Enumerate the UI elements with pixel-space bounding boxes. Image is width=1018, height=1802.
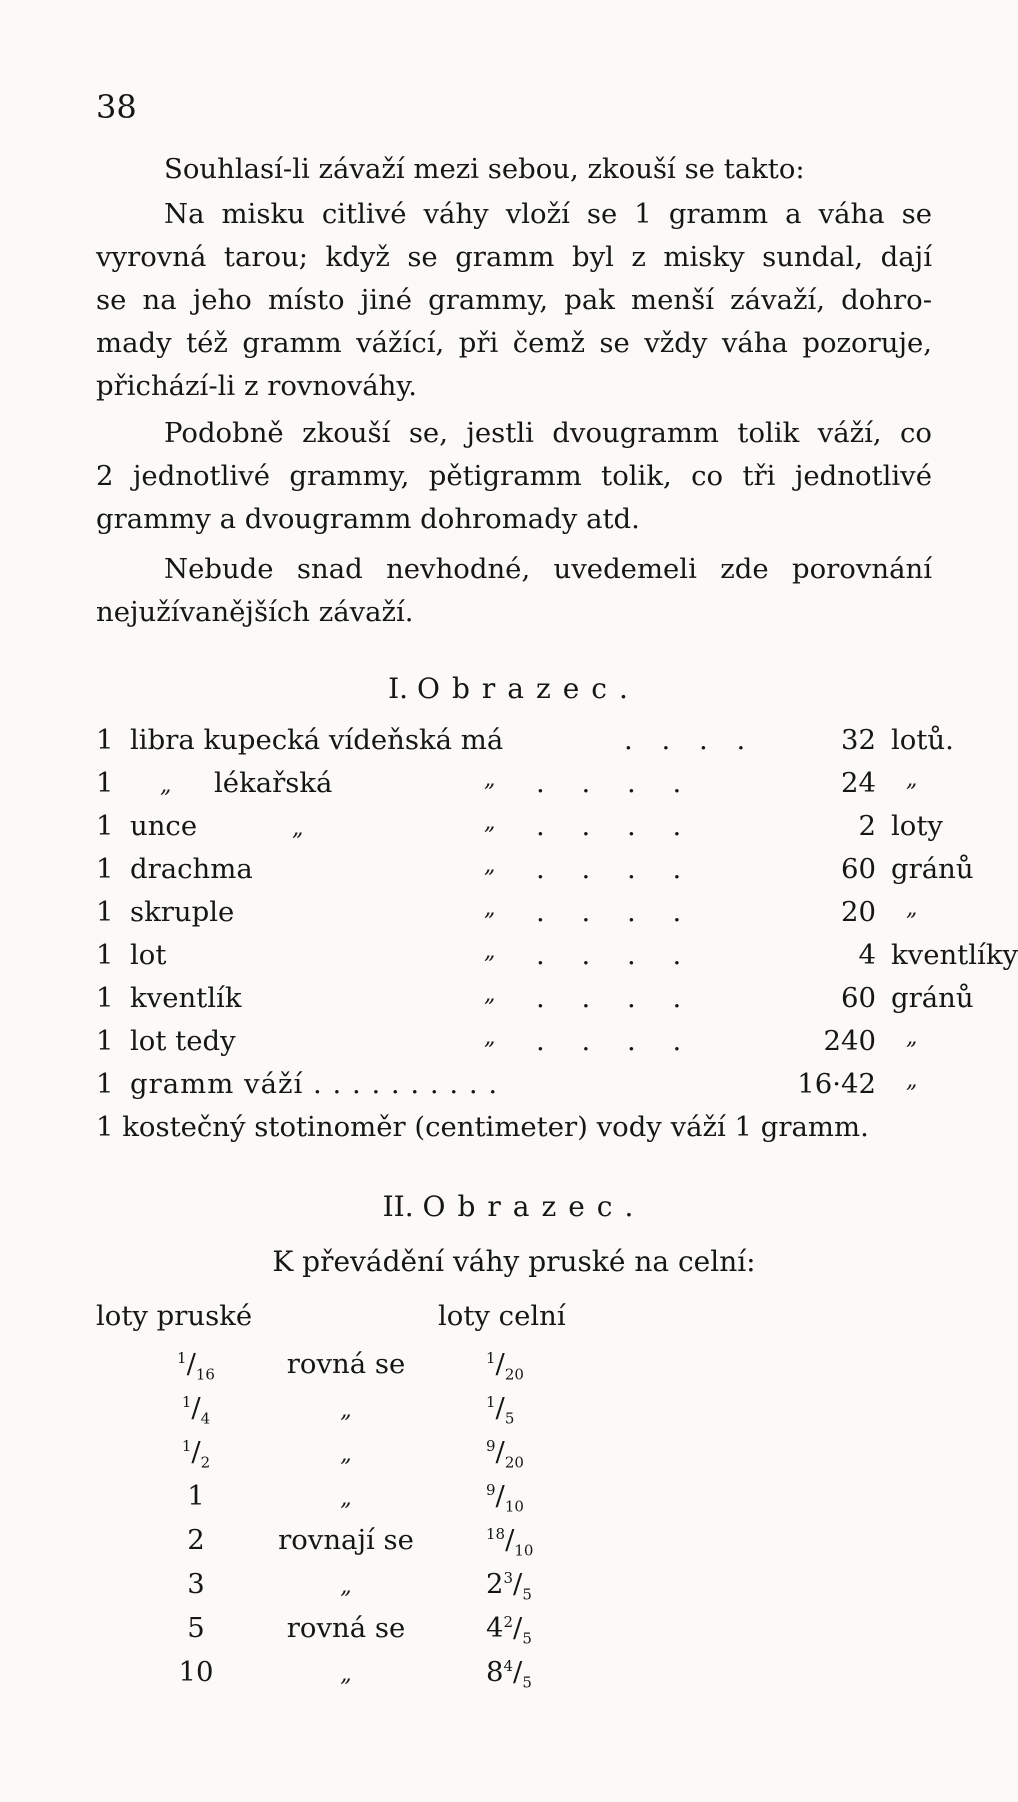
- relation: rovnají se: [278, 1524, 414, 1556]
- customs-value: $^9/_{20}$: [486, 1436, 524, 1472]
- customs-value: $^1/_5$: [486, 1392, 515, 1428]
- row-ditto: „: [160, 773, 172, 798]
- row-unit: „: [906, 896, 918, 921]
- paragraph-line: Na misku citlivé váhy vloží se 1 gramm a váha se: [164, 198, 932, 230]
- row-ditto: „: [292, 816, 304, 841]
- row-count: 1: [96, 939, 114, 971]
- column-header-customs: loty celní: [438, 1300, 566, 1332]
- row-count: 1: [96, 853, 114, 885]
- row-dots: . . . .: [536, 1025, 696, 1057]
- row-label: lékařská: [214, 767, 333, 799]
- row-label: drachma: [130, 853, 253, 885]
- paragraph-line: 2 jednotlivé grammy, pětigramm tolik, co tři jednotlivé: [96, 460, 932, 492]
- section-2-subtitle: K převádění váhy pruské na celní:: [272, 1245, 756, 1278]
- row-unit: lotů.: [891, 724, 954, 756]
- table-row: [96, 810, 946, 852]
- prussian-value: 5: [187, 1612, 205, 1644]
- footer-text: 1 kostečný stotinoměr (centimeter) vody váží 1 gramm.: [96, 1111, 869, 1143]
- section-2-number: II.: [382, 1190, 414, 1223]
- section-1-title: [96, 672, 932, 705]
- table-row: [96, 853, 974, 895]
- prussian-value: $^1/_{16}$: [177, 1348, 215, 1384]
- prussian-value: 1: [187, 1480, 205, 1512]
- paragraph-line: se na jeho místo jiné grammy, pak menší závaží, dohro-: [96, 284, 932, 316]
- row-ditto: „: [484, 896, 496, 921]
- row-ditto: „: [484, 853, 496, 878]
- row-count: 1: [96, 767, 114, 799]
- row-value: 32: [841, 724, 876, 756]
- row-dots: . . . .: [536, 939, 696, 971]
- section-1-footer: [96, 1111, 946, 1153]
- relation: rovná se: [286, 1612, 406, 1644]
- customs-value: $^9/_{10}$: [486, 1480, 524, 1516]
- row-count: 1: [96, 896, 114, 928]
- table-row: [96, 1612, 796, 1654]
- row-ditto: „: [484, 767, 496, 792]
- row-ditto: „: [484, 939, 496, 964]
- relation: rovná se: [286, 1348, 406, 1380]
- paragraph-line: Podobně zkouší se, jestli dvougramm tolik váží, co: [164, 417, 932, 449]
- row-count: 1: [96, 1025, 114, 1057]
- row-label: lot tedy: [130, 1025, 236, 1057]
- row-unit: loty: [891, 810, 943, 842]
- row-count: 1: [96, 982, 114, 1014]
- row-value: 16·42: [797, 1068, 876, 1100]
- relation: „: [340, 1398, 352, 1423]
- table-row: [96, 767, 946, 809]
- prussian-value: 2: [187, 1524, 205, 1556]
- row-value: 20: [841, 896, 876, 928]
- table-row: [96, 724, 954, 766]
- row-value: 2: [858, 810, 876, 842]
- table-row: [96, 1068, 946, 1110]
- table-row: [96, 1436, 796, 1478]
- row-ditto: „: [484, 810, 496, 835]
- customs-value: $2^3/_5$: [486, 1568, 532, 1604]
- prussian-value: $^1/_4$: [181, 1392, 211, 1428]
- section-1-number: I.: [388, 672, 409, 705]
- relation: „: [340, 1574, 352, 1599]
- paragraph-line: grammy a dvougramm dohromady atd.: [96, 503, 640, 535]
- row-value: 240: [823, 1025, 876, 1057]
- table-row: [96, 982, 974, 1024]
- row-label: kventlík: [130, 982, 242, 1014]
- row-unit: gránů: [891, 982, 974, 1014]
- table-row: [96, 1568, 796, 1610]
- row-dots: . . . .: [536, 982, 696, 1014]
- prussian-value: $^1/_2$: [181, 1436, 211, 1472]
- relation: „: [340, 1662, 352, 1687]
- customs-value: $8^4/_5$: [486, 1656, 532, 1692]
- paragraph-line: vyrovná tarou; když se gramm byl z misky sundal, dají: [96, 241, 932, 273]
- paragraph-line: přichází-li z rovnováhy.: [96, 370, 417, 402]
- customs-value: $4^2/_5$: [486, 1612, 532, 1648]
- table-row: [96, 896, 946, 938]
- table-row: [96, 1480, 796, 1522]
- section-2-title: [96, 1190, 932, 1223]
- row-unit: „: [906, 767, 918, 792]
- row-unit: kventlíky: [891, 939, 1018, 971]
- section-2-word: Obrazec.: [422, 1190, 646, 1223]
- customs-value: $^1/_{20}$: [486, 1348, 524, 1384]
- row-label: libra kupecká vídeňská má: [130, 724, 504, 756]
- row-label: gramm váží . . . . . . . . . .: [130, 1068, 499, 1100]
- row-label: unce: [130, 810, 198, 842]
- table-row: [96, 1348, 796, 1390]
- row-dots: . . . .: [624, 724, 756, 756]
- table-row: [96, 1025, 946, 1067]
- column-header-prussian: loty pruské: [96, 1300, 253, 1332]
- relation: „: [340, 1442, 352, 1467]
- row-label: lot: [130, 939, 167, 971]
- row-dots: . . . .: [536, 810, 696, 842]
- prussian-value: 10: [178, 1656, 214, 1688]
- prussian-value: 3: [187, 1568, 205, 1600]
- row-dots: . . . .: [536, 853, 696, 885]
- page-number: 38: [96, 88, 137, 126]
- row-value: 60: [841, 982, 876, 1014]
- row-count: 1: [96, 810, 114, 842]
- table-row: [96, 939, 1018, 981]
- row-unit: „: [906, 1068, 918, 1093]
- row-value: 60: [841, 853, 876, 885]
- paragraph-2: [96, 193, 932, 408]
- customs-value: $^{18}/_{10}$: [486, 1524, 534, 1560]
- row-ditto: „: [484, 1025, 496, 1050]
- row-count: 1: [96, 724, 114, 756]
- paragraph-line: Souhlasí-li závaží mezi sebou, zkouší se takto:: [164, 153, 805, 185]
- table-row: [96, 1524, 796, 1566]
- paragraph-line: Nebude snad nevhodné, uvedemeli zde porovnání: [164, 553, 932, 585]
- row-count: 1: [96, 1068, 114, 1100]
- paragraph-4: [96, 548, 932, 634]
- paragraph-line: mady též gramm vážící, při čemž se vždy váha pozoruje,: [96, 327, 932, 359]
- paragraph-3: [96, 412, 932, 541]
- row-unit: „: [906, 1025, 918, 1050]
- row-label: skruple: [130, 896, 235, 928]
- row-unit: gránů: [891, 853, 974, 885]
- table-row: [96, 1656, 796, 1698]
- row-dots: . . . .: [536, 896, 696, 928]
- paragraph-line: nejužívanějších závaží.: [96, 596, 414, 628]
- paragraph-1: [96, 148, 932, 191]
- row-dots: . . . .: [536, 767, 696, 799]
- row-value: 24: [841, 767, 876, 799]
- row-value: 4: [858, 939, 876, 971]
- table-row: [96, 1392, 796, 1434]
- row-ditto: „: [484, 982, 496, 1007]
- relation: „: [340, 1486, 352, 1511]
- section-1-word: Obrazec.: [417, 672, 640, 705]
